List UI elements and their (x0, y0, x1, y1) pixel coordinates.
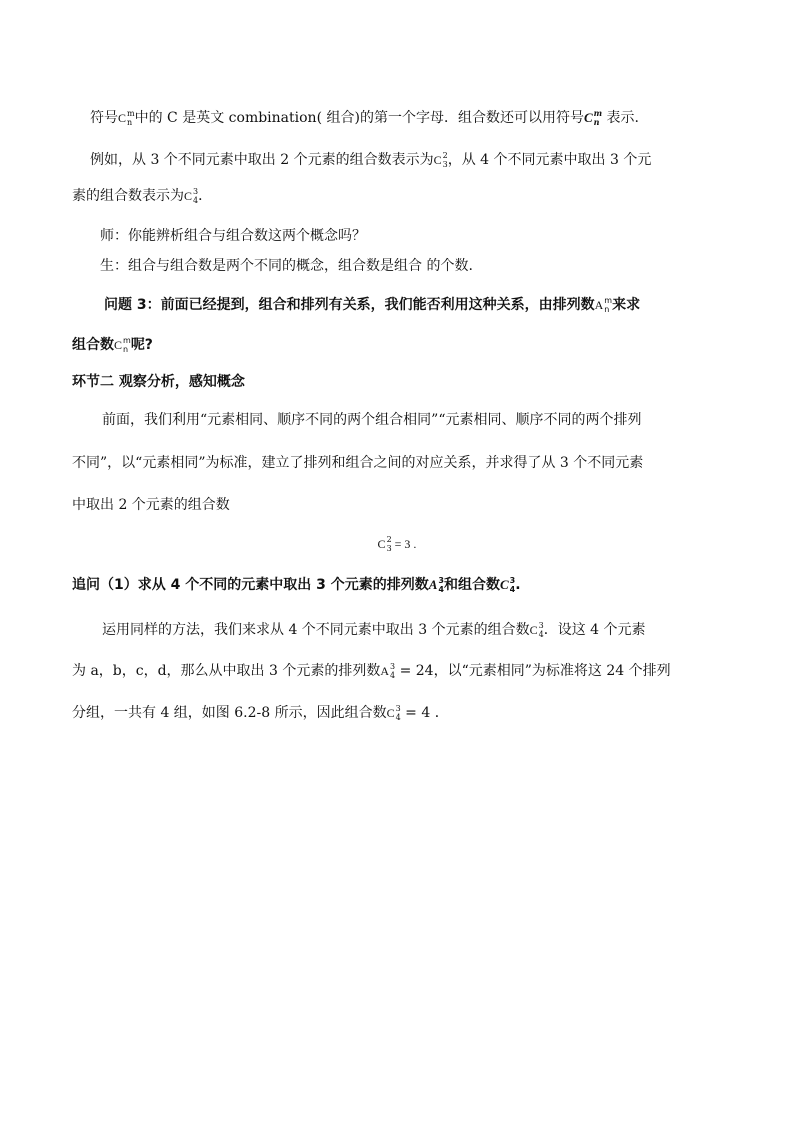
superscript: 2 (386, 535, 392, 544)
text: 组合数 (72, 337, 114, 353)
equation-c32 (0, 534, 794, 554)
math-symbol: C (433, 153, 442, 167)
subscript: n (123, 345, 129, 354)
text: 表示. (602, 110, 639, 126)
text: . (515, 577, 521, 593)
text: 为 a，b，c，d，那么从中取出 3 个元素的排列数 (72, 663, 381, 679)
subscript: 4 (509, 585, 516, 594)
superscript: 3 (390, 662, 396, 671)
paragraph-example-cont (72, 186, 212, 206)
text: 符号 (90, 110, 118, 126)
text: = 24，以“元素相同”为标准将这 24 个排列 (395, 663, 671, 679)
paragraph-method-cont1 (72, 661, 671, 681)
text: 素的组合数表示为 (72, 188, 184, 204)
paragraph-symbol-definition (90, 108, 639, 128)
superscript: 3 (193, 187, 199, 196)
superscript: 3 (538, 621, 544, 630)
text: 来求 (612, 297, 641, 313)
math-symbol: C (114, 338, 123, 352)
subscript: 4 (193, 196, 199, 205)
subscript: 4 (390, 671, 396, 680)
math-symbol: A (594, 298, 604, 312)
text: ．设这 4 个元素 (543, 622, 646, 638)
math-symbol: C (499, 577, 509, 592)
superscript: 3 (438, 576, 444, 585)
text: = 4 ． (400, 705, 449, 721)
subscript: 4 (538, 630, 544, 639)
subscript: n (593, 117, 600, 127)
text: 中的 C 是英文 combination( 组合)的第一个字母．组合数还可以用符号 (134, 110, 584, 126)
section-heading: 环节二 观察分析，感知概念 (72, 374, 245, 390)
text: 运用同样的方法，我们来求从 4 个不同元素中取出 3 个元素的组合数 (102, 622, 530, 638)
math-symbol: A (428, 577, 438, 592)
superscript: m (127, 109, 135, 118)
teacher-line: 师：你能辨析组合与组合数这两个概念吗？ (100, 228, 366, 244)
superscript: m (604, 296, 613, 305)
subscript: 4 (438, 585, 444, 594)
text: ，从 4 个不同元素中取出 3 个元 (447, 152, 652, 168)
question-3-cont (72, 335, 153, 355)
superscript: 3 (509, 576, 516, 585)
paragraph-previous-cont1: 不同”，以“元素相同”为标准，建立了排列和组合之间的对应关系，并求得了从 3 个不同元素 (72, 455, 644, 471)
superscript: m (593, 108, 603, 118)
math-symbol: C (118, 111, 127, 125)
text: 问题 3：前面已经提到，组合和排列有关系，我们能否利用这种关系，由排列数 (104, 297, 595, 313)
math-symbol: C (377, 537, 386, 551)
paragraph-example (90, 150, 651, 170)
text: 和组合数 (443, 577, 500, 593)
paragraph-previous: 前面，我们利用“元素相同、顺序不同的两个组合相同”“元素相同、顺序不同的两个排列 (102, 412, 642, 428)
student-line: 生：组合与组合数是两个不同的概念，组合数是组合 的个数. (100, 258, 473, 274)
math-symbol: C (583, 110, 593, 125)
follow-up-question (72, 575, 521, 595)
subscript: 4 (395, 713, 401, 722)
text: 呢? (130, 337, 153, 353)
superscript: 2 (442, 151, 448, 160)
subscript: n (127, 118, 133, 127)
superscript: m (123, 336, 131, 345)
math-symbol: C (386, 706, 395, 720)
text: = 3 . (391, 537, 417, 551)
question-3 (104, 295, 640, 315)
math-symbol: A (380, 664, 390, 678)
text: 分组，一共有 4 组，如图 6.2-8 所示，因此组合数 (72, 705, 387, 721)
math-symbol: C (529, 623, 538, 637)
paragraph-method-cont2 (72, 703, 449, 723)
text: 例如，从 3 个不同元素中取出 2 个元素的组合数表示为 (90, 152, 434, 168)
subscript: 3 (442, 160, 448, 169)
paragraph-previous-cont2: 中取出 2 个元素的组合数 (72, 497, 230, 513)
subscript: 3 (386, 544, 392, 553)
subscript: n (604, 305, 610, 314)
text: 追问（1）求从 4 个不同的元素中取出 3 个元素的排列数 (72, 577, 429, 593)
text: ． (198, 188, 213, 204)
paragraph-method (102, 620, 646, 640)
math-symbol: C (184, 189, 193, 203)
superscript: 3 (395, 704, 401, 713)
